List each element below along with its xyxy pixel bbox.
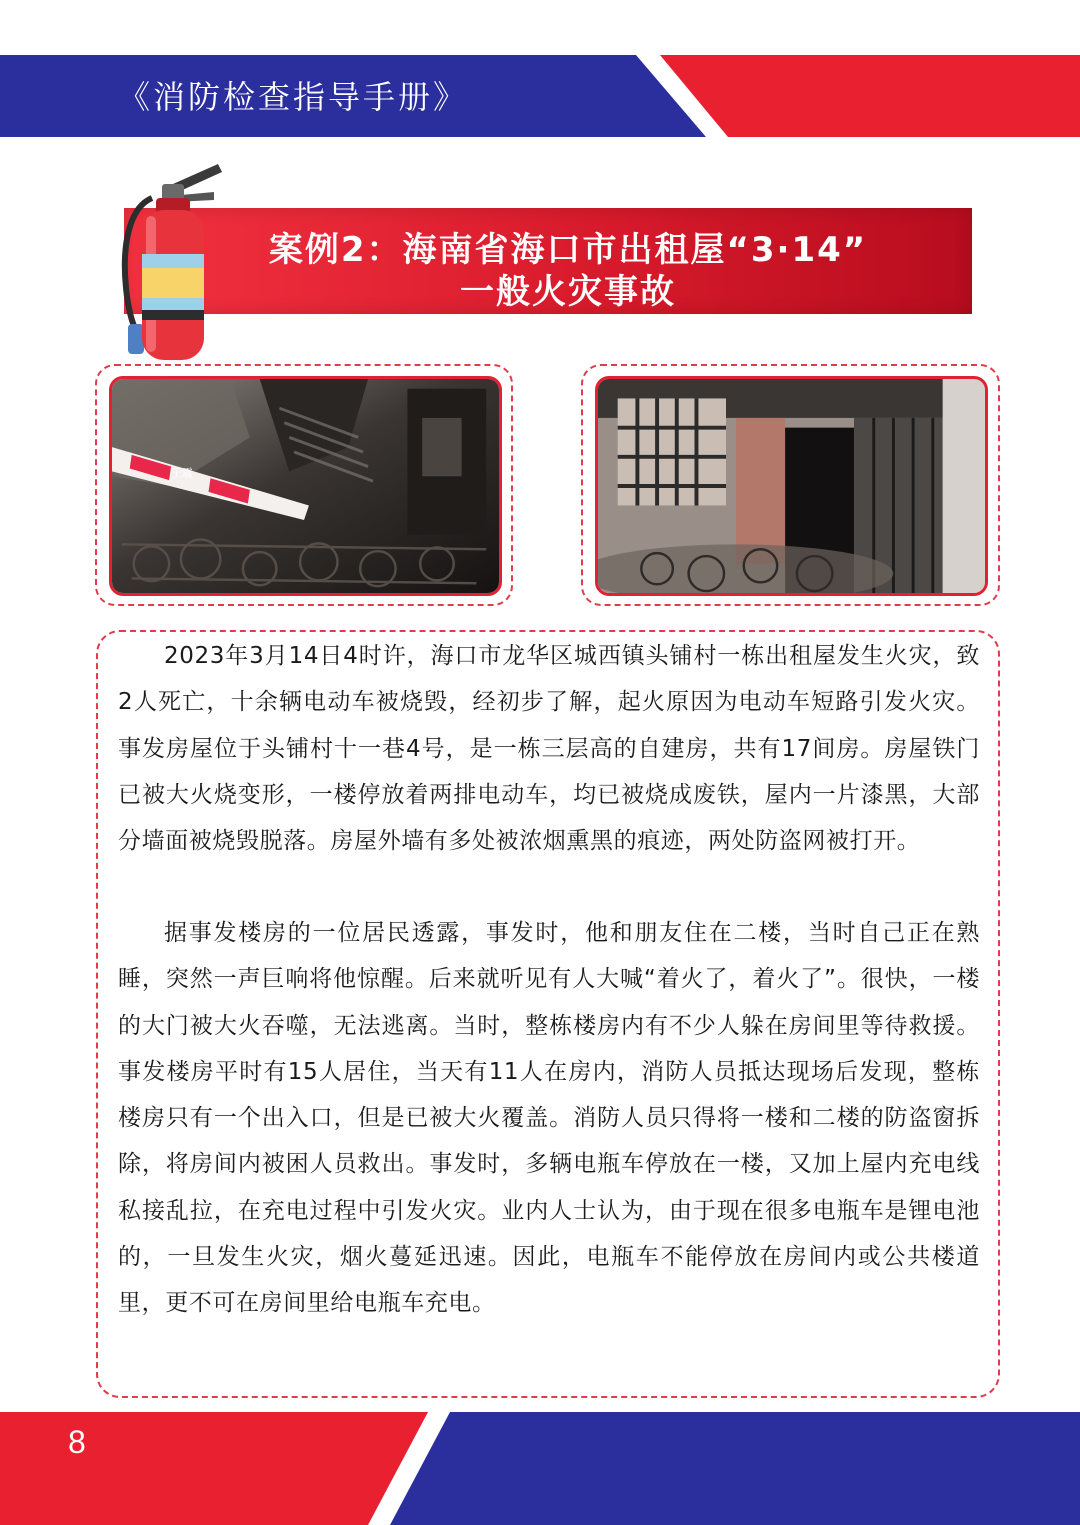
page-number: 8 bbox=[68, 1424, 86, 1460]
header-band bbox=[0, 0, 1080, 140]
burned-stairwell-photo bbox=[109, 376, 502, 596]
case-title-line-2: 一般火灾事故 bbox=[460, 272, 676, 312]
fire-extinguisher-icon bbox=[118, 158, 230, 364]
handbook-title: 《消防检查指导手册》 bbox=[118, 78, 469, 116]
footer-band bbox=[0, 1412, 1080, 1525]
burned-house-entrance-photo bbox=[595, 376, 988, 596]
case-title-line-1: 案例2：海南省海口市出租屋“3·14” bbox=[268, 230, 868, 270]
case-paragraph-2: 据事发楼房的一位居民透露，事发时，他和朋友住在二楼，当时自己正在熟睡，突然一声巨响将他惊醒。后来就听见有人大喊“着火了，着火了”。很快，一楼的大门被大火吞噬，无法逃离。当时，整栋楼房内有不少人躲在房间里等待救援。事发楼房平时有15人居住，当天有11人在房内，消防人员抵达现场后发现，整栋楼房只有一个出入口，但是已被大火覆盖。消防人员只得将一楼和二楼的防盗窗拆除，将房间内被困人员救出。事发时，多辆电瓶车停放在一楼，又加上屋内充电线私接乱拉，在充电过程中引发火灾。业内人士认为，由于现在很多电瓶车是锂电池的，一旦发生火灾，烟火蔓延迅速。因此，电瓶车不能停放在房间内或公共楼道里，更不可在房间里给电瓶车充电。 bbox=[118, 920, 980, 1317]
case-paragraph-1: 2023年3月14日4时许，海口市龙华区城西镇头铺村一栋出租屋发生火灾，致2人死亡，十余辆电动车被烧毁，经初步了解，起火原因为电动车短路引发火灾。事发房屋位于头铺村十一巷4号，是一栋三层高的自建房，共有17间房。房屋铁门已被大火烧变形，一楼停放着两排电动车，均已被烧成废铁，屋内一片漆黑，大部分墙面被烧毁脱落。房屋外墙有多处被浓烟熏黑的痕迹，两处防盗网被打开。 bbox=[118, 643, 980, 855]
police-tape-text: 王震 bbox=[171, 466, 193, 480]
case-title-banner bbox=[124, 208, 972, 314]
